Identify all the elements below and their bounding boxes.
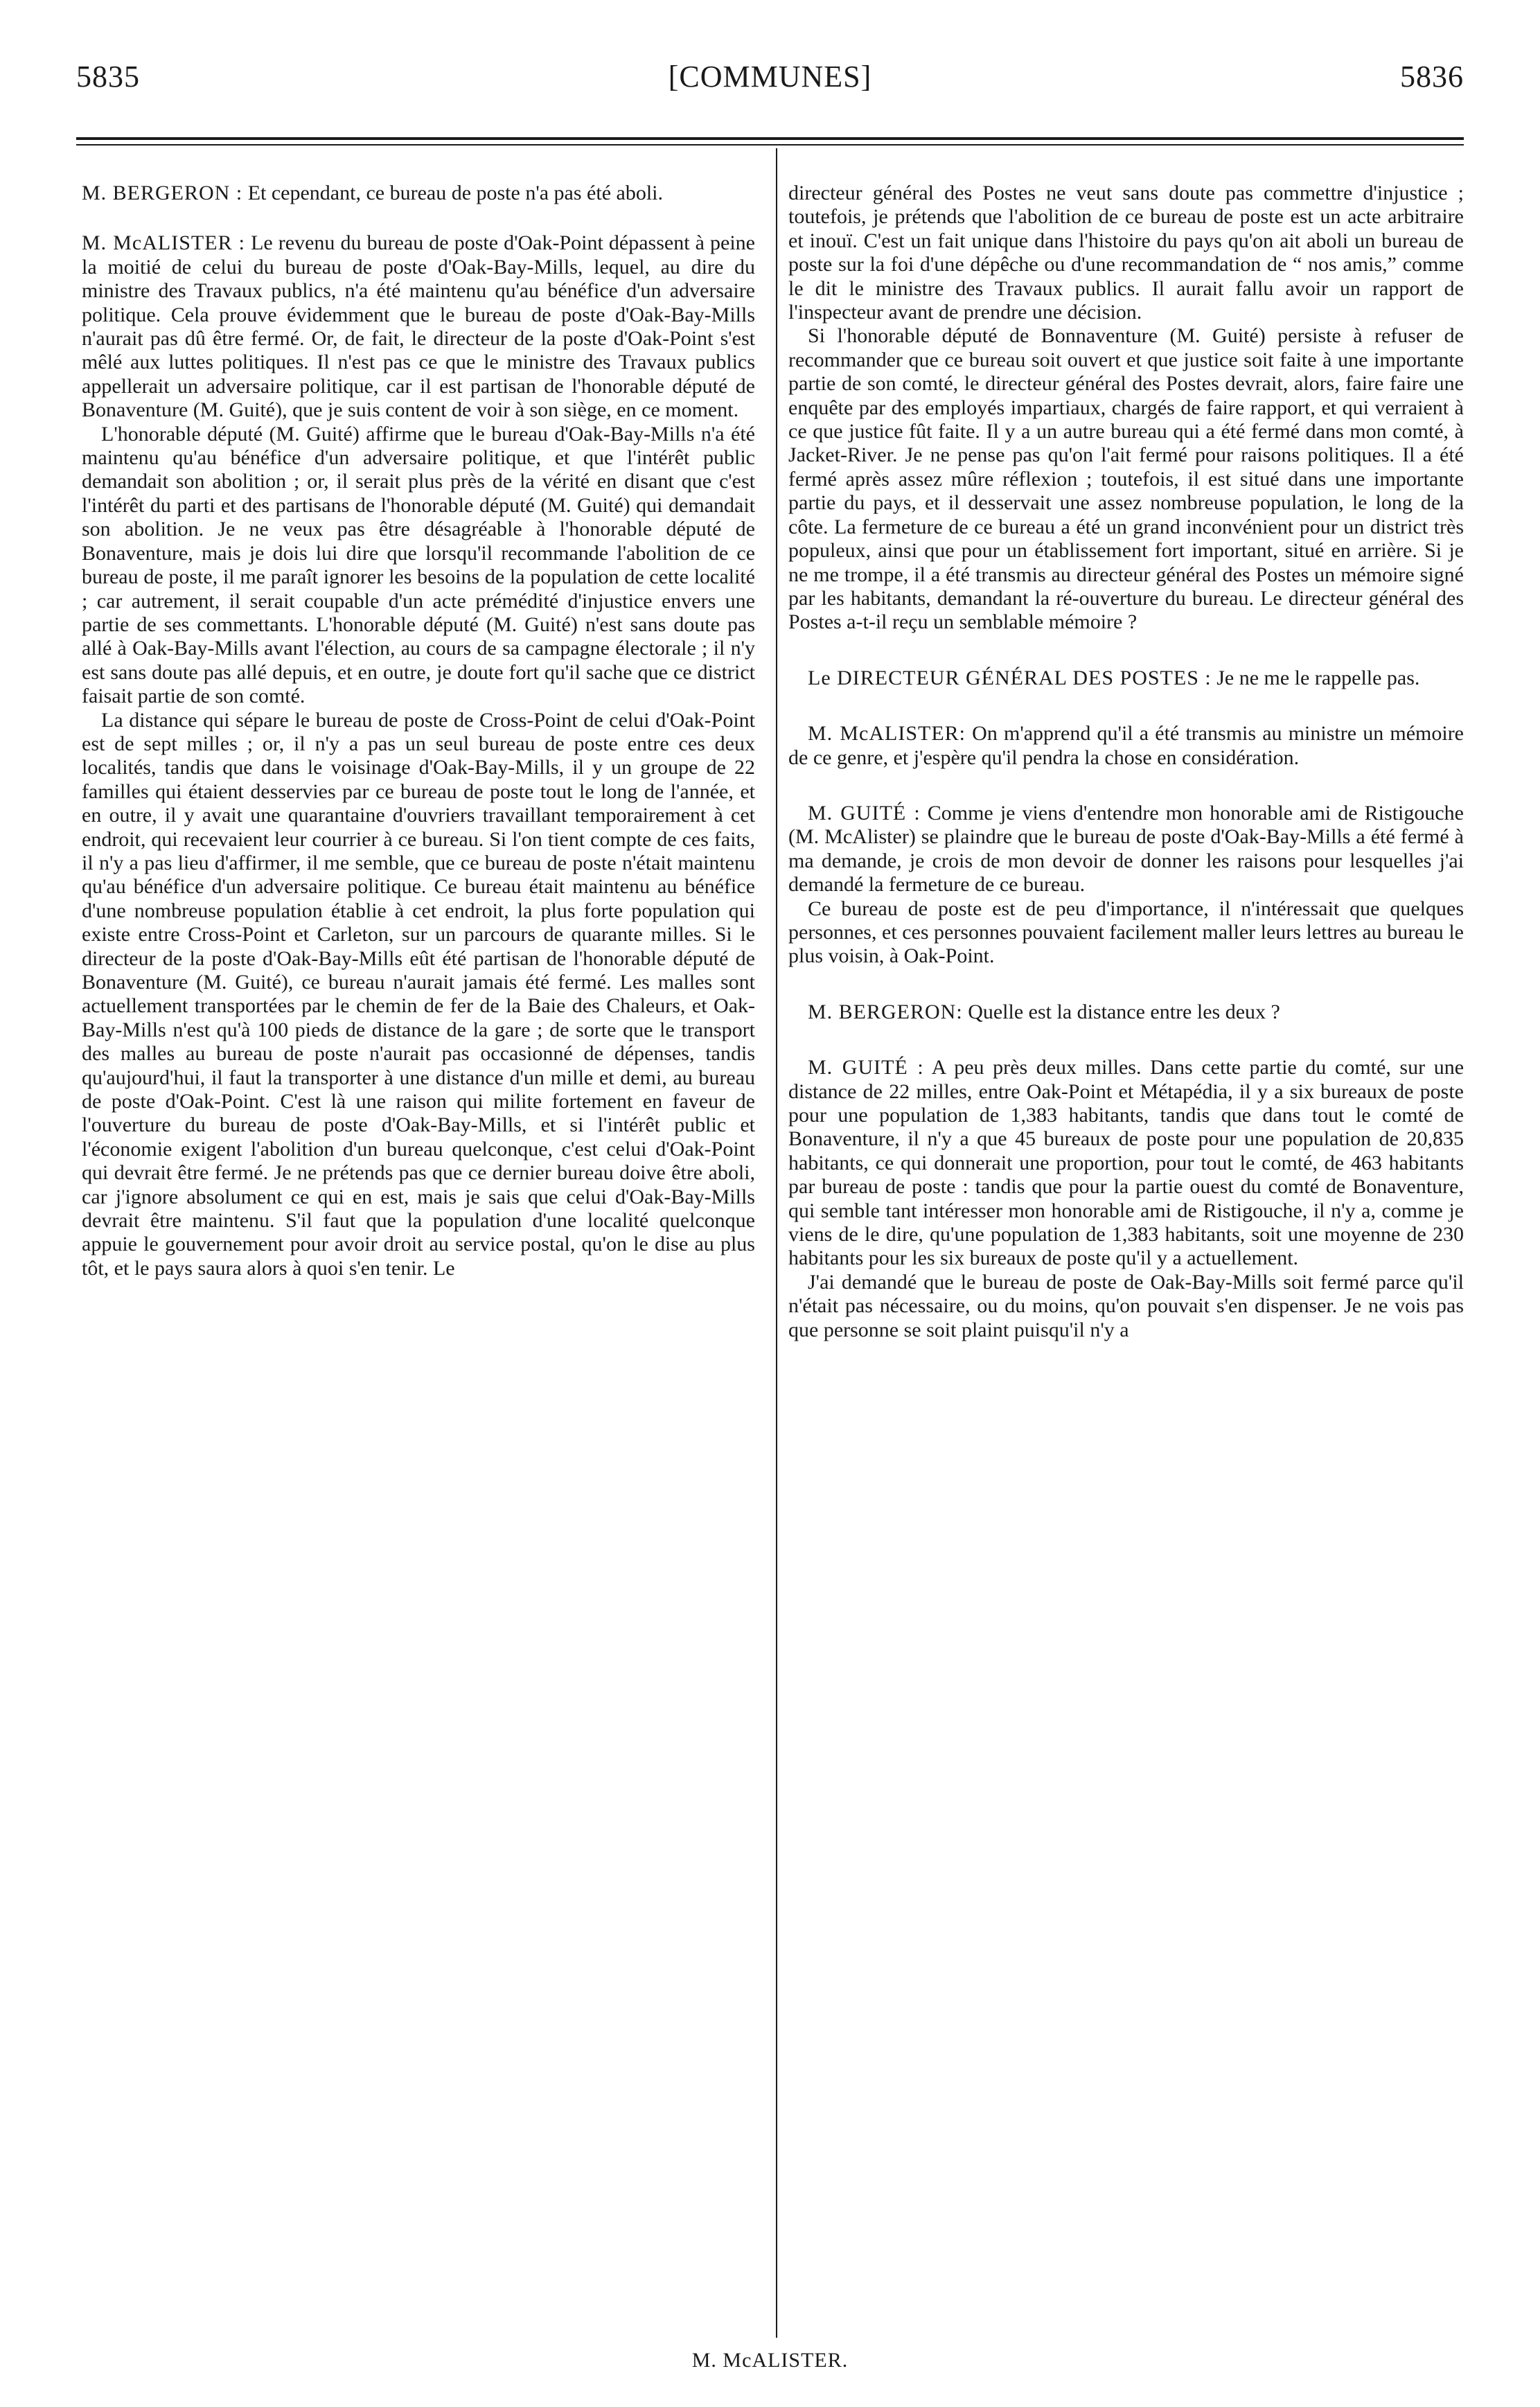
paragraph-spacer [788, 1024, 1464, 1056]
paragraph: Ce bureau de poste est de peu d'importance, il n'intéressait que quelques personnes, et ces personnes pouvaient facilement maller leurs lettres au bureau le plus voisin, à Oak-Point. [788, 897, 1464, 968]
paragraph [82, 231, 755, 422]
paragraph-text: A peu près deux milles. Dans cette partie du comté, sur une distance de 22 milles, entre Oak-Point et Métapédia, il y a six bureaux de poste pour une population de 1,383 habitants, tandis que dans tout le comté de Bonaventure, il n'y a que 45 bureaux de poste pour une population de 20,835 habitants, ce qui donnerait une proportion, pour tout le comté, de 463 habitants par bureau de poste : tandis que pour la partie ouest du comté de Bonaventure, qui semble tant intéresser mon honorable ami de Ristigouche, il n'y a, comme je viens de le dire, qu'une population de 1,383 habitants, soit une moyenne de 230 habitants pour les six bureaux de poste qu'il y a actuellement. [788, 1056, 1464, 1270]
right-column [788, 182, 1464, 1342]
paragraph [788, 667, 1464, 690]
header-rule-thick [76, 137, 1464, 140]
paragraph [788, 802, 1464, 897]
paragraph-spacer [82, 205, 755, 231]
speaker-name: M. GUITÉ : [808, 1056, 924, 1079]
paragraph: Si l'honorable député de Bonnaventure (M. Guité) persiste à refuser de recommander que ce bureau soit ouvert et que justice soit faite à une importante partie de son comté, le directeur général des Postes devrait, alors, faire faire une enquête par des employés impartiaux, chargés de faire rapport, et qui verraient à ce que justice fût faite. Il y a un autre bureau qui a été fermé dans mon comté, à Jacket-River. Je ne pense pas qu'on l'ait fermé pour raisons politiques. Il a été fermé après assez mûre réflexion ; toutefois, il est situé dans une importante partie du pays, et il desservait une assez nombreuse population, le long de la côte. La fermeture de ce bureau a été un grand inconvénient pour un district très populeux, ainsi que pour un établissement fort important, situé en arrière. Si je ne me trompe, il a été transmis au directeur général des Postes un mémoire signé par les habitants, demandant la ré-ouverture du bureau. Le directeur général des Postes a-t-il reçu un semblable mémoire ? [788, 324, 1464, 634]
paragraph-text: Quelle est la distance entre les deux ? [962, 1000, 1280, 1023]
paragraph-text: On m'apprend qu'il a été transmis au ministre un mémoire de ce genre, et j'espère qu'il pendra la chose en considération. [788, 722, 1464, 769]
left-column [82, 182, 755, 1280]
paragraph-spacer [788, 635, 1464, 667]
paragraph: J'ai demandé que le bureau de poste de Oak-Bay-Mills soit fermé parce qu'il n'était pas nécessaire, ou du moins, qu'on pouvait s'en dispenser. Je ne vois pas que personne se soit plaint puisqu'il n'y a [788, 1270, 1464, 1341]
page-number-right: 5836 [1400, 60, 1464, 94]
speaker-name: M. McALISTER: [808, 722, 966, 746]
speaker-name: M. BERGERON : [82, 182, 243, 204]
speaker-name: Le DIRECTEUR GÉNÉRAL DES POSTES : [808, 666, 1212, 689]
speaker-name: M. GUITÉ : [808, 801, 921, 825]
paragraph-text: Et cependant, ce bureau de poste n'a pas été aboli. [242, 182, 663, 204]
page-title: [COMMUNES] [668, 60, 872, 94]
paragraph-spacer [788, 969, 1464, 1000]
paragraph: L'honorable député (M. Guité) affirme que le bureau d'Oak-Bay-Mills n'a été maintenu qu'au bénéfice d'un adversaire politique, et que l'intérêt public demandait son abolition ; or, il serait plus près de la vérité en disant que c'est l'intérêt du parti et des partisans de l'honorable député (M. Guité) qui demandait son abolition. Je ne veux pas être désagréable à l'honorable député de Bonaventure, mais je dois lui dire que lorsqu'il recommande l'abolition de ce bureau de poste, il me paraît ignorer les besoins de la population de cette localité ; car autrement, il serait coupable d'un acte prémédité d'injustice envers une partie de ses commettants. L'honorable député (M. Guité) n'est sans doute pas allé à Oak-Bay-Mills avant l'élection, au cours de sa campagne électorale ; il n'y est sans doute pas allé depuis, et en outre, je doute fort qu'il sache que ce district faisait partie de son comté. [82, 422, 755, 708]
speaker-name: M. McALISTER : [82, 231, 245, 255]
paragraph-text: Le revenu du bureau de poste d'Oak-Point dépassent à peine la moitié de celui du bureau de poste d'Oak-Bay-Mills, lequel, au dire du ministre des Travaux publics, n'a été maintenu qu'au bénéfice d'un adversaire politique. Cela prouve évidemment que le bureau de poste d'Oak-Bay-Mills n'aurait pas dû être fermé. Or, de fait, le directeur de la poste d'Oak-Point s'est mêlé aux luttes politiques. Il n'est pas ce que le ministre des Travaux publics appellerait un adversaire politique, car il est partisan de l'honorable député de Bonaventure (M. Guité), que je suis content de voir à son siège, en ce moment. [82, 231, 755, 422]
paragraph: La distance qui sépare le bureau de poste de Cross-Point de celui d'Oak-Point est de sept milles ; or, il n'y a pas un seul bureau de poste entre ces deux localités, tandis que dans le voisinage d'Oak-Bay-Mills, il y un groupe de 22 familles qui étaient desservies par ce bureau de poste tout le long de l'année, et en outre, il y avait une quarantaine d'ouvriers travaillant temporairement à cet endroit, qui recevaient leur courrier à ce bureau. Si l'on tient compte de ces faits, il n'y a pas lieu d'affirmer, il me semble, que ce bureau de poste n'était maintenu qu'au bénéfice d'un adversaire politique. Ce bureau était maintenu au bénéfice d'une nombreuse population établie à cet endroit, la plus forte population qui existe entre Cross-Point et Carleton, sur un parcours de quarante milles. Si le directeur de la poste d'Oak-Bay-Mills eût été partisan de l'honorable député de Bonaventure (M. Guité), ce bureau n'aurait jamais été fermé. Les malles sont actuellement transportées par le chemin de fer de la Baie des Chaleurs, et Oak-Bay-Mills n'est qu'à 100 pieds de distance de la gare ; de sorte que le transport des malles au bureau de poste n'aurait pas occasionné de dépenses, tandis qu'aujourd'hui, il faut la transporter à une distance d'un mille et demi, au bureau de poste d'Oak-Point. C'est là une raison qui milite fortement en faveur de l'ouverture du bureau de poste d'Oak-Bay-Mills, et si l'intérêt public et l'économie exigent l'abolition d'un bureau quelconque, c'est celui d'Oak-Point qui devrait être fermé. Je ne prétends pas que ce dernier bureau doive être aboli, car j'ignore absolument ce qui en est, mais je sais que celui d'Oak-Bay-Mills devrait être maintenu. S'il faut que la population d'une localité quelconque appuie le gouvernement pour avoir droit au service postal, qu'on le dise au plus tôt, et le pays saura alors à quoi s'en tenir. Le [82, 708, 755, 1280]
paragraph-spacer [788, 770, 1464, 802]
column-divider [776, 148, 777, 2338]
running-footer-name: M. McALISTER. [691, 2349, 849, 2372]
header-rule-thin [76, 144, 1464, 146]
paragraph-spacer [788, 690, 1464, 722]
paragraph [788, 1000, 1464, 1024]
speaker-name: M. BERGERON: [808, 1000, 963, 1023]
page-header [76, 59, 1464, 114]
paragraph-text: Comme je viens d'entendre mon honorable ami de Ristigouche (M. McAlister) se plaindre que le bureau de poste d'Oak-Bay-Mills a été fermé à ma demande, je crois de mon devoir de donner les raisons pour lesquelles j'ai demandé la fermeture de ce bureau. [788, 801, 1464, 897]
paragraph: directeur général des Postes ne veut sans doute pas commettre d'injustice ; toutefois, je prétends que l'abolition de ce bureau de poste est un acte arbitraire et inouï. C'est un fait unique dans l'histoire du pays qu'on ait aboli un bureau de poste sur la foi d'une dépêche ou d'une recommandation de “ nos amis,” comme le dit le ministre des Travaux publics. Il aurait fallu avoir un rapport de l'inspecteur avant de prendre une décision. [788, 182, 1464, 324]
paragraph-text: Je ne me le rappelle pas. [1211, 666, 1420, 689]
page-number-left: 5835 [76, 60, 140, 94]
paragraph [788, 1056, 1464, 1271]
paragraph [82, 182, 755, 205]
paragraph [788, 722, 1464, 770]
